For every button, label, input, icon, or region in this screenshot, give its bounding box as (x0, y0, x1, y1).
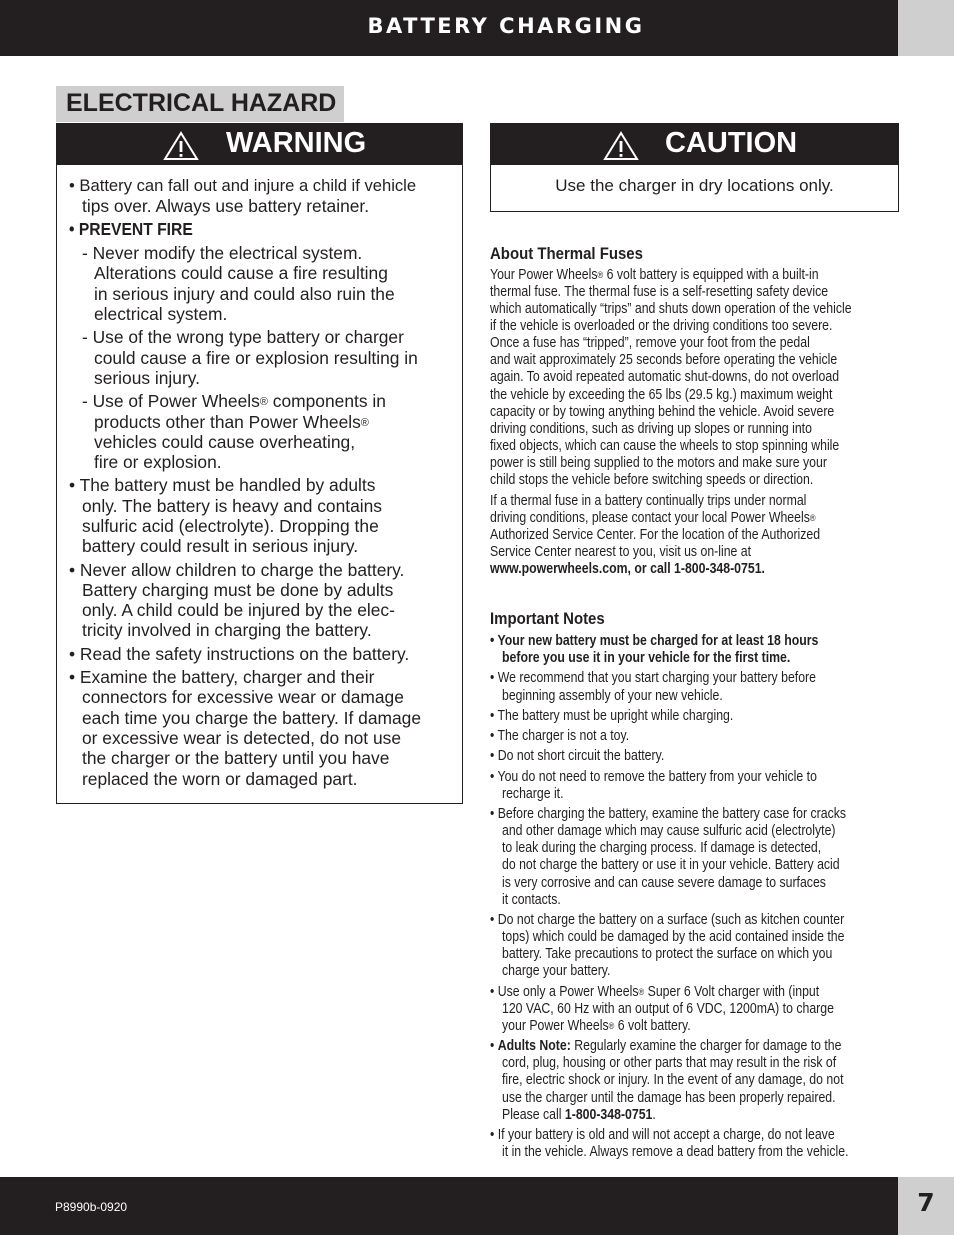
caution-triangle-icon (603, 131, 639, 161)
caution-text: Use the charger in dry locations only. (555, 176, 834, 195)
warning-line: • Battery can fall out and injure a child if vehicle (69, 176, 417, 195)
note-line: • The battery must be upright while charging. (490, 708, 734, 724)
page-number: 7 (917, 1188, 935, 1217)
note-line: beginning assembly of your new vehicle. (502, 688, 723, 704)
warning-title: WARNING (226, 127, 367, 159)
thermal-link[interactable]: www.powerwheels.com, or call 1-800-348-0751. (490, 561, 765, 577)
hazard-label (56, 86, 344, 122)
note-line: before you use it in your vehicle for the first time. (502, 650, 791, 666)
caution-header (491, 124, 898, 165)
note-line: • The charger is not a toy. (490, 728, 630, 744)
warning-line: • The battery must be handled by adults (69, 475, 376, 495)
thermal-line: the vehicle by exceeding the 65 lbs (29.5 kg.) maximum weight (490, 387, 833, 403)
warning-line: sulfuric acid (electrolyte). Dropping the (82, 516, 379, 536)
note-line: • If your battery is old and will not accept a charge, do not leave (490, 1127, 835, 1143)
warning-line: the charger or the battery until you have (82, 748, 390, 768)
warning-line: Alterations could cause a fire resulting (94, 263, 388, 283)
warning-line: products other than Power Wheels® (94, 412, 369, 432)
footer-bar (0, 1177, 898, 1235)
thermal-line: thermal fuse. The thermal fuse is a self-resetting safety device (490, 284, 829, 300)
document-code: P8990b-0920 (55, 1200, 128, 1214)
header-tab (898, 0, 954, 56)
note-line: • Do not short circuit the battery. (490, 748, 665, 764)
note-line: charge your battery. (502, 963, 611, 979)
warning-box (56, 123, 463, 804)
warning-line: • Examine the battery, charger and their (69, 667, 375, 687)
caution-box (490, 123, 899, 212)
note-line: • Do not charge the battery on a surface (such as kitchen counter (490, 912, 845, 928)
warning-line: replaced the worn or damaged part. (82, 769, 358, 789)
note-line: • Before charging the battery, examine the battery case for cracks (490, 806, 847, 822)
note-line: battery. Take precautions to protect the surface on which you (502, 946, 833, 962)
warning-line: - Never modify the electrical system. (82, 243, 363, 263)
warning-line: tips over. Always use battery retainer. (82, 196, 370, 216)
note-line: • Use only a Power Wheels® Super 6 Volt charger with (input (490, 984, 820, 1000)
note-line: 120 VAC, 60 Hz with an output of 6 VDC, 1200mA) to charge (502, 1001, 834, 1017)
warning-line: - Use of Power Wheels® components in (82, 391, 386, 411)
note-line: is very corrosive and can cause severe damage to surfaces (502, 875, 826, 891)
warning-line: connectors for excessive wear or damage (82, 687, 404, 707)
warning-triangle-icon (163, 131, 199, 161)
note-line: cord, plug, housing or other parts that may result in the risk of (502, 1055, 837, 1071)
thermal-line: Once a fuse has “tripped”, remove your foot from the pedal (490, 335, 810, 351)
note-line: use the charger until the damage has been properly repaired. (502, 1090, 836, 1106)
note-line: • Your new battery must be charged for at least 18 hours (490, 633, 819, 649)
note-line: • We recommend that you start charging your battery before (490, 670, 816, 686)
warning-line: • PREVENT FIRE (69, 219, 193, 239)
notes-title: Important Notes (490, 609, 605, 628)
thermal-line: Authorized Service Center. For the location of the Authorized (490, 527, 821, 543)
thermal-line: which automatically “trips” and shuts down operation of the vehicle (490, 301, 852, 317)
warning-header (57, 124, 462, 165)
thermal-line: If a thermal fuse in a battery continually trips under normal (490, 493, 807, 509)
warning-line: • Never allow children to charge the battery. (69, 560, 405, 580)
thermal-line: Your Power Wheels® 6 volt battery is equipped with a built-in (490, 267, 819, 283)
thermal-line: Service Center nearest to you, visit us on-line at (490, 544, 752, 560)
thermal-line: again. To avoid repeated automatic shut-downs, do not overload (490, 369, 840, 385)
note-line: recharge it. (502, 786, 564, 802)
thermal-line: capacity or by towing anything behind the vehicle. Avoid severe (490, 404, 835, 420)
thermal-line: driving conditions, please contact your local Power Wheels® (490, 510, 816, 526)
note-line: fire, electric shock or injury. In the event of any damage, do not (502, 1072, 844, 1088)
thermal-line: child stops the vehicle before switching speeds or direction. (490, 472, 814, 488)
warning-line: - Use of the wrong type battery or charger (82, 327, 404, 347)
caution-title: CAUTION (665, 127, 798, 159)
note-line: your Power Wheels® 6 volt battery. (502, 1018, 691, 1034)
thermal-line: power is still being supplied to the motors and make sure your (490, 455, 827, 471)
hazard-title: ELECTRICAL HAZARD (66, 89, 337, 117)
page-title: BATTERY CHARGING (367, 14, 645, 38)
warning-line: vehicles could cause overheating, (94, 432, 356, 452)
note-line: do not charge the battery or use it in your vehicle. Battery acid (502, 857, 840, 873)
thermal-line: if the vehicle is overloaded or the driving conditions too severe. (490, 318, 833, 334)
warning-line: Battery charging must be done by adults (82, 580, 394, 600)
note-line: • You do not need to remove the battery from your vehicle to (490, 769, 817, 785)
note-line: • Adults Note: Regularly examine the charger for damage to the (490, 1038, 842, 1054)
warning-line: each time you charge the battery. If damage (82, 708, 421, 728)
warning-line: electrical system. (94, 304, 228, 324)
warning-line: tricity involved in charging the battery. (82, 620, 372, 640)
warning-line: only. The battery is heavy and contains (82, 496, 383, 516)
note-line: it contacts. (502, 892, 561, 908)
thermal-line: driving conditions, such as driving up slopes or running into (490, 421, 812, 437)
thermal-line: and wait approximately 25 seconds before operating the vehicle (490, 352, 838, 368)
thermal-title: About Thermal Fuses (490, 244, 643, 263)
thermal-line: fixed objects, which can cause the wheels to stop spinning while (490, 438, 840, 454)
note-line: to leak during the charging process. If damage is detected, (502, 840, 822, 856)
warning-line: serious injury. (94, 368, 200, 388)
warning-line: only. A child could be injured by the elec- (82, 600, 395, 620)
warning-line: could cause a fire or explosion resulting in (94, 348, 418, 368)
warning-line: in serious injury and could also ruin the (94, 284, 395, 304)
note-line: tops) which could be damaged by the acid contained inside the (502, 929, 845, 945)
note-line: it in the vehicle. Always remove a dead battery from the vehicle. (502, 1144, 849, 1160)
warning-line: • Read the safety instructions on the battery. (69, 644, 410, 664)
note-line: Please call 1-800-348-0751. (502, 1107, 656, 1123)
warning-line: fire or explosion. (94, 452, 222, 472)
warning-line: or excessive wear is detected, do not use (82, 728, 402, 748)
note-line: and other damage which may cause sulfuric acid (electrolyte) (502, 823, 836, 839)
warning-line: battery could result in serious injury. (82, 536, 359, 556)
